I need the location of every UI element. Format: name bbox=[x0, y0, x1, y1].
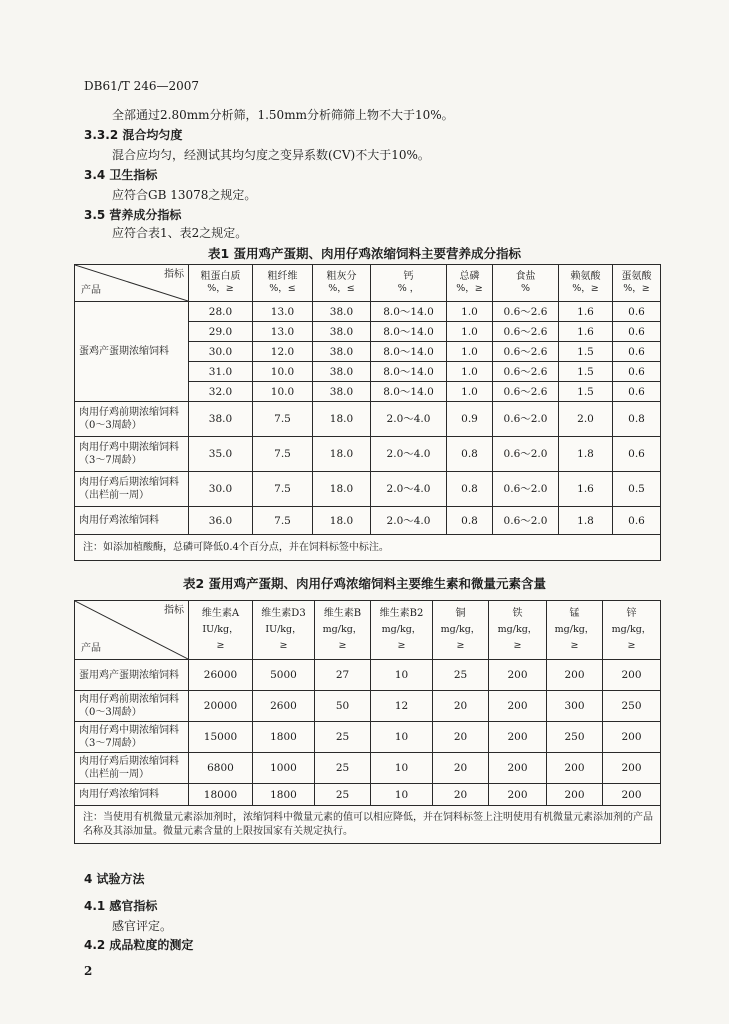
column-unit: %，≤ bbox=[328, 283, 355, 294]
table1-column-header bbox=[447, 265, 493, 302]
table-cell: 0.6～2.6 bbox=[493, 302, 559, 322]
table2-column-header bbox=[433, 601, 489, 660]
table-cell: 0.6 bbox=[613, 382, 661, 402]
table-cell: 31.0 bbox=[189, 362, 253, 382]
corner-top-label: 指标 bbox=[164, 269, 184, 280]
table-cell: 0.6～2.0 bbox=[493, 402, 559, 437]
table-cell: 300 bbox=[547, 691, 603, 722]
column-ge: ≥ bbox=[456, 640, 465, 651]
table-cell: 0.6～2.0 bbox=[493, 507, 559, 535]
table2-column-header bbox=[189, 601, 253, 660]
column-name: 铜 bbox=[455, 608, 466, 619]
table-cell: 5000 bbox=[253, 660, 315, 691]
table1-column-header bbox=[559, 265, 613, 302]
product-name: 肉用仔鸡中期浓缩饲料（3～7周龄） bbox=[75, 437, 189, 472]
table-cell: 0.6～2.6 bbox=[493, 362, 559, 382]
corner-top-label: 指标 bbox=[164, 605, 184, 616]
table-cell: 8.0～14.0 bbox=[371, 342, 447, 362]
document-code: DB61/T 246—2007 bbox=[84, 79, 200, 93]
table-cell: 200 bbox=[547, 753, 603, 784]
table-cell: 20 bbox=[433, 722, 489, 753]
column-unit: mg/kg， bbox=[381, 624, 422, 635]
table-cell: 1.5 bbox=[559, 382, 613, 402]
table-cell: 2600 bbox=[253, 691, 315, 722]
table-cell: 1.0 bbox=[447, 302, 493, 322]
column-unit: IU/kg， bbox=[265, 624, 302, 635]
column-name: 维生素A bbox=[201, 608, 240, 619]
table-cell: 30.0 bbox=[189, 342, 253, 362]
table1 bbox=[74, 264, 661, 561]
column-unit: %，≥ bbox=[572, 283, 599, 294]
table-row bbox=[75, 660, 661, 691]
column-name: 锌 bbox=[626, 608, 637, 619]
column-unit: mg/kg， bbox=[554, 624, 595, 635]
table-cell: 200 bbox=[489, 753, 547, 784]
table-cell: 38.0 bbox=[313, 322, 371, 342]
table-cell: 1.0 bbox=[447, 322, 493, 342]
column-unit: % ， bbox=[397, 283, 420, 294]
table-cell: 25 bbox=[315, 784, 371, 806]
table-row bbox=[75, 437, 661, 472]
product-name: 蛋用鸡产蛋期浓缩饲料 bbox=[75, 660, 189, 691]
table-cell: 0.6 bbox=[613, 362, 661, 382]
section-3-5-heading: 3.5 营养成分指标 bbox=[84, 208, 182, 222]
column-name: 总磷 bbox=[459, 271, 480, 282]
column-ge: ≥ bbox=[513, 640, 522, 651]
column-ge: ≥ bbox=[627, 640, 636, 651]
table1-column-header bbox=[253, 265, 313, 302]
table-cell: 38.0 bbox=[313, 302, 371, 322]
table-cell: 200 bbox=[489, 722, 547, 753]
column-name: 赖氨酸 bbox=[570, 271, 601, 282]
table-cell: 0.5 bbox=[613, 472, 661, 507]
column-unit: mg/kg， bbox=[497, 624, 538, 635]
sieve-text: 全部通过2.80mm分析筛，1.50mm分析筛筛上物不大于10%。 bbox=[112, 108, 454, 122]
table-cell: 10 bbox=[371, 784, 433, 806]
table-cell: 8.0～14.0 bbox=[371, 362, 447, 382]
table-cell: 250 bbox=[603, 691, 661, 722]
table-cell: 18.0 bbox=[313, 437, 371, 472]
table-cell: 0.8 bbox=[613, 402, 661, 437]
table-cell: 0.8 bbox=[447, 507, 493, 535]
table1-column-header bbox=[613, 265, 661, 302]
corner-bottom-label: 产品 bbox=[81, 285, 101, 296]
section-3-4-text: 应符合GB 13078之规定。 bbox=[112, 188, 257, 202]
table-cell: 28.0 bbox=[189, 302, 253, 322]
table-cell: 8.0～14.0 bbox=[371, 302, 447, 322]
table-cell: 2.0～4.0 bbox=[371, 507, 447, 535]
section-3-4-heading: 3.4 卫生指标 bbox=[84, 168, 158, 182]
table-cell: 1.0 bbox=[447, 342, 493, 362]
table1-header-row bbox=[75, 265, 661, 302]
table-cell: 8.0～14.0 bbox=[371, 322, 447, 342]
table-cell: 0.6 bbox=[613, 437, 661, 472]
table-cell: 200 bbox=[603, 660, 661, 691]
table-cell: 1.5 bbox=[559, 362, 613, 382]
table-cell: 10.0 bbox=[253, 362, 313, 382]
section-3-5-text: 应符合表1、表2之规定。 bbox=[112, 226, 248, 240]
table-cell: 12 bbox=[371, 691, 433, 722]
column-name: 维生素B2 bbox=[379, 608, 424, 619]
table-cell: 200 bbox=[489, 660, 547, 691]
table-cell: 1.0 bbox=[447, 382, 493, 402]
table-cell: 7.5 bbox=[253, 402, 313, 437]
table1-caption: 表1 蛋用鸡产蛋期、肉用仔鸡浓缩饲料主要营养成分指标 bbox=[207, 246, 522, 261]
table-cell: 20000 bbox=[189, 691, 253, 722]
table-cell: 2.0～4.0 bbox=[371, 402, 447, 437]
table-row bbox=[75, 691, 661, 722]
table2 bbox=[74, 600, 661, 844]
column-name: 钙 bbox=[403, 271, 414, 282]
table-cell: 2.0～4.0 bbox=[371, 472, 447, 507]
table1-column-header bbox=[189, 265, 253, 302]
table-cell: 1.0 bbox=[447, 362, 493, 382]
table2-caption: 表2 蛋用鸡产蛋期、肉用仔鸡浓缩饲料主要维生素和微量元素含量 bbox=[182, 576, 547, 591]
table-cell: 38.0 bbox=[313, 342, 371, 362]
table-cell: 8.0～14.0 bbox=[371, 382, 447, 402]
section-4-2-heading: 4.2 成品粒度的测定 bbox=[84, 938, 194, 952]
column-ge: ≥ bbox=[570, 640, 579, 651]
column-unit: mg/kg， bbox=[611, 624, 652, 635]
table1-column-header bbox=[371, 265, 447, 302]
table-cell: 0.8 bbox=[447, 437, 493, 472]
table-cell: 200 bbox=[603, 722, 661, 753]
table-cell: 0.6～2.6 bbox=[493, 322, 559, 342]
table-cell: 200 bbox=[547, 660, 603, 691]
table-cell: 0.6～2.0 bbox=[493, 437, 559, 472]
table2-column-header bbox=[547, 601, 603, 660]
column-ge: ≥ bbox=[216, 640, 225, 651]
column-unit: %，≥ bbox=[456, 283, 483, 294]
product-name: 蛋鸡产蛋期浓缩饲料 bbox=[75, 302, 189, 402]
column-name: 维生素D3 bbox=[261, 608, 306, 619]
table-cell: 1.6 bbox=[559, 302, 613, 322]
table-cell: 1.8 bbox=[559, 507, 613, 535]
table-row bbox=[75, 722, 661, 753]
section-3-3-2-heading: 3.3.2 混合均匀度 bbox=[84, 128, 183, 142]
table-cell: 0.6～2.6 bbox=[493, 382, 559, 402]
table-cell: 13.0 bbox=[253, 302, 313, 322]
section-4-heading: 4 试验方法 bbox=[84, 872, 145, 886]
column-name: 维生素B bbox=[323, 608, 362, 619]
table-row bbox=[75, 402, 661, 437]
table1-corner-header bbox=[75, 265, 189, 302]
table-row bbox=[75, 472, 661, 507]
column-name: 锰 bbox=[569, 608, 580, 619]
table-cell: 1000 bbox=[253, 753, 315, 784]
table-cell: 1.6 bbox=[559, 472, 613, 507]
product-name: 肉用仔鸡后期浓缩饲料（出栏前一周） bbox=[75, 472, 189, 507]
table-cell: 20 bbox=[433, 784, 489, 806]
table-cell: 0.6～2.0 bbox=[493, 472, 559, 507]
product-name: 肉用仔鸡中期浓缩饲料（3～7周龄） bbox=[75, 722, 189, 753]
corner-bottom-label: 产品 bbox=[81, 643, 101, 654]
column-name: 粗蛋白质 bbox=[200, 271, 241, 282]
table-cell: 27 bbox=[315, 660, 371, 691]
column-name: 蛋氨酸 bbox=[621, 271, 652, 282]
table-cell: 15000 bbox=[189, 722, 253, 753]
table-cell: 25 bbox=[315, 722, 371, 753]
table-cell: 10.0 bbox=[253, 382, 313, 402]
table2-note-row bbox=[75, 806, 661, 844]
table-cell: 6800 bbox=[189, 753, 253, 784]
table-cell: 0.6～2.6 bbox=[493, 342, 559, 362]
column-ge: ≥ bbox=[397, 640, 406, 651]
table-cell: 18.0 bbox=[313, 472, 371, 507]
table-cell: 25 bbox=[315, 753, 371, 784]
table-cell: 7.5 bbox=[253, 472, 313, 507]
table-cell: 0.6 bbox=[613, 302, 661, 322]
table-cell: 38.0 bbox=[313, 362, 371, 382]
table2-corner-header bbox=[75, 601, 189, 660]
table-cell: 20 bbox=[433, 691, 489, 722]
table-cell: 38.0 bbox=[313, 382, 371, 402]
table-cell: 2.0～4.0 bbox=[371, 437, 447, 472]
section-4-1-text: 感官评定。 bbox=[112, 919, 173, 933]
table-cell: 2.0 bbox=[559, 402, 613, 437]
table-cell: 1.6 bbox=[559, 322, 613, 342]
table-cell: 1.5 bbox=[559, 342, 613, 362]
table-cell: 7.5 bbox=[253, 437, 313, 472]
table-cell: 30.0 bbox=[189, 472, 253, 507]
table-row bbox=[75, 507, 661, 535]
table-cell: 7.5 bbox=[253, 507, 313, 535]
table-cell: 29.0 bbox=[189, 322, 253, 342]
table-cell: 18.0 bbox=[313, 507, 371, 535]
table-cell: 10 bbox=[371, 753, 433, 784]
table-cell: 18.0 bbox=[313, 402, 371, 437]
section-3-3-2-text: 混合应均匀，经测试其均匀度之变异系数(CV)不大于10%。 bbox=[112, 148, 430, 162]
table-cell: 25 bbox=[433, 660, 489, 691]
table-cell: 20 bbox=[433, 753, 489, 784]
product-name: 肉用仔鸡后期浓缩饲料（出栏前一周） bbox=[75, 753, 189, 784]
table-cell: 35.0 bbox=[189, 437, 253, 472]
table-cell: 36.0 bbox=[189, 507, 253, 535]
table-cell: 200 bbox=[489, 784, 547, 806]
table-cell: 200 bbox=[603, 753, 661, 784]
column-ge: ≥ bbox=[279, 640, 288, 651]
table-cell: 0.6 bbox=[613, 342, 661, 362]
table-cell: 10 bbox=[371, 660, 433, 691]
column-name: 铁 bbox=[512, 608, 523, 619]
table2-header-row bbox=[75, 601, 661, 660]
table-cell: 12.0 bbox=[253, 342, 313, 362]
table-cell: 200 bbox=[489, 691, 547, 722]
table-cell: 1800 bbox=[253, 784, 315, 806]
table-cell: 26000 bbox=[189, 660, 253, 691]
table-cell: 1.8 bbox=[559, 437, 613, 472]
table2-column-header bbox=[603, 601, 661, 660]
product-name: 肉用仔鸡浓缩饲料 bbox=[75, 507, 189, 535]
table-cell: 50 bbox=[315, 691, 371, 722]
table2-column-header bbox=[489, 601, 547, 660]
product-name: 肉用仔鸡前期浓缩饲料（0～3周龄） bbox=[75, 691, 189, 722]
table-cell: 0.9 bbox=[447, 402, 493, 437]
column-unit: %，≥ bbox=[623, 283, 650, 294]
table2-column-header bbox=[371, 601, 433, 660]
column-unit: %，≤ bbox=[269, 283, 296, 294]
product-name: 肉用仔鸡浓缩饲料 bbox=[75, 784, 189, 806]
table-cell: 200 bbox=[547, 784, 603, 806]
section-4-1-heading: 4.1 感官指标 bbox=[84, 899, 158, 913]
table-cell: 13.0 bbox=[253, 322, 313, 342]
table1-column-header bbox=[313, 265, 371, 302]
column-unit: % bbox=[520, 283, 531, 294]
table-cell: 18000 bbox=[189, 784, 253, 806]
column-ge: ≥ bbox=[338, 640, 347, 651]
table-cell: 38.0 bbox=[189, 402, 253, 437]
table-cell: 0.6 bbox=[613, 322, 661, 342]
page-number: 2 bbox=[84, 964, 93, 978]
table1-column-header bbox=[493, 265, 559, 302]
table-row bbox=[75, 753, 661, 784]
table1-note-row bbox=[75, 535, 661, 561]
column-name: 食盐 bbox=[515, 271, 536, 282]
table-cell: 0.8 bbox=[447, 472, 493, 507]
table-cell: 1800 bbox=[253, 722, 315, 753]
column-unit: mg/kg， bbox=[440, 624, 481, 635]
column-name: 粗灰分 bbox=[326, 271, 357, 282]
table-row bbox=[75, 784, 661, 806]
table-cell: 10 bbox=[371, 722, 433, 753]
table1-note: 注：如添加植酸酶，总磷可降低0.4个百分点，并在饲料标签中标注。 bbox=[75, 535, 661, 561]
table2-column-header bbox=[315, 601, 371, 660]
table-cell: 32.0 bbox=[189, 382, 253, 402]
product-name: 肉用仔鸡前期浓缩饲料（0～3周龄） bbox=[75, 402, 189, 437]
column-name: 粗纤维 bbox=[267, 271, 298, 282]
column-unit: %，≥ bbox=[207, 283, 234, 294]
table-row bbox=[75, 302, 661, 322]
column-unit: IU/kg， bbox=[202, 624, 239, 635]
table2-note: 注：当使用有机微量元素添加剂时，浓缩饲料中微量元素的值可以相应降低，并在饲料标签上注明使用有机微量元素添加剂的产品名称及其添加量。微量元素含量的上限按国家有关规定执行。 bbox=[75, 806, 661, 844]
table-cell: 200 bbox=[603, 784, 661, 806]
table2-column-header bbox=[253, 601, 315, 660]
table-cell: 250 bbox=[547, 722, 603, 753]
column-unit: mg/kg， bbox=[322, 624, 363, 635]
table-cell: 0.6 bbox=[613, 507, 661, 535]
